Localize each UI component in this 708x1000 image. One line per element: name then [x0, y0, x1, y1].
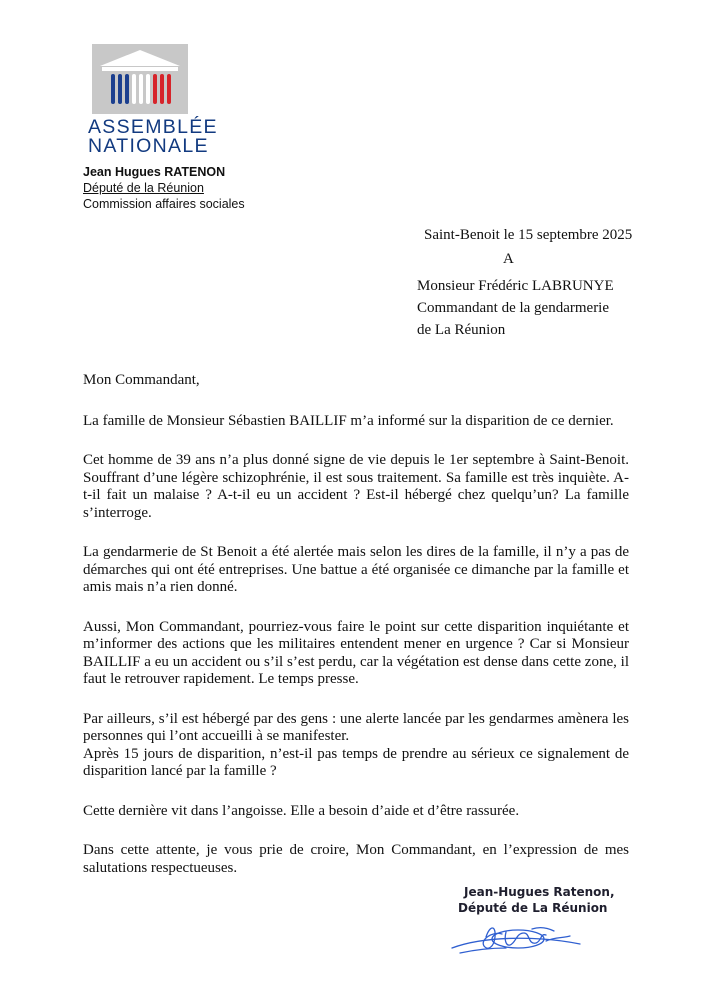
signature-title: Député de La Réunion — [458, 901, 608, 915]
sender-name: Jean Hugues RATENON — [83, 165, 226, 179]
salutation: Mon Commandant, — [83, 372, 200, 388]
paragraph: Par ailleurs, s’il est hébergé par des gens : une alerte lancée par les gendarmes amènera les personnes qui l’ont accueilli à se manifester. — [83, 710, 629, 744]
logo-line-1: ASSEMBLÉE — [88, 116, 218, 138]
paragraph: Cette dernière vit dans l’angoisse. Elle a besoin d’aide et d’être rassurée. — [83, 802, 520, 819]
signature-name: Jean-Hugues Ratenon, — [464, 885, 615, 899]
letter-body — [83, 372, 629, 899]
logo-line-2: NATIONALE — [88, 135, 209, 157]
hemicycle-icon — [92, 44, 188, 114]
paragraph: Aussi, Mon Commandant, pourriez-vous faire le point sur cette disparition inquiétante et m’informer des actions que les militaires entendent mener en urgence ? Car si Monsieur BAILLIF a eu un accident ou s’il s’est perdu, car la végétation est dense dans cette zone, il faut le retrouver rapidement. Le temps presse. — [83, 618, 629, 687]
recipient-place: de La Réunion — [417, 322, 506, 338]
recipient-name: Monsieur Frédéric LABRUNYE — [417, 278, 614, 294]
assemblee-nationale-logo — [88, 44, 218, 157]
sender-commission: Commission affaires sociales — [83, 197, 245, 211]
date-line: Saint-Benoit le 15 septembre 2025 — [424, 227, 633, 243]
signature-block — [458, 884, 615, 916]
recipient-title: Commandant de la gendarmerie — [417, 300, 610, 316]
closing-paragraph: Dans cette attente, je vous prie de croire, Mon Commandant, en l’expression de mes salutations respectueuses. — [83, 842, 629, 876]
paragraph: La famille de Monsieur Sébastien BAILLIF m’a informé sur la disparition de ce dernier. — [83, 412, 614, 429]
sender-role: Député de la Réunion — [83, 181, 204, 195]
paragraph: La gendarmerie de St Benoit a été alertée mais selon les dires de la famille, il n’y a pas de démarches qui ont été entreprises. Une battue a été organisée ce dimanche par la famille et amis mais n’a rien donné. — [83, 544, 629, 595]
paragraph: Cet homme de 39 ans n’a plus donné signe de vie depuis le 1er septembre à Saint-Benoit. Souffrant d’une légère schizophrénie, il est sous traitement. Sa famille est très inquiète. A-t-il fait un malaise ? A-t-il eu un accident ? Est-il hébergé chez quelqu’un? La famille s’interroge. — [83, 452, 629, 521]
paragraph: Après 15 jours de disparition, n’est-il pas temps de prendre au sérieux ce signalement de disparition lancé par la famille ? — [83, 745, 629, 779]
handwritten-signature — [446, 915, 586, 960]
recipient-block — [417, 275, 614, 341]
recipient-to: A — [503, 251, 514, 267]
sender-block — [83, 164, 245, 212]
